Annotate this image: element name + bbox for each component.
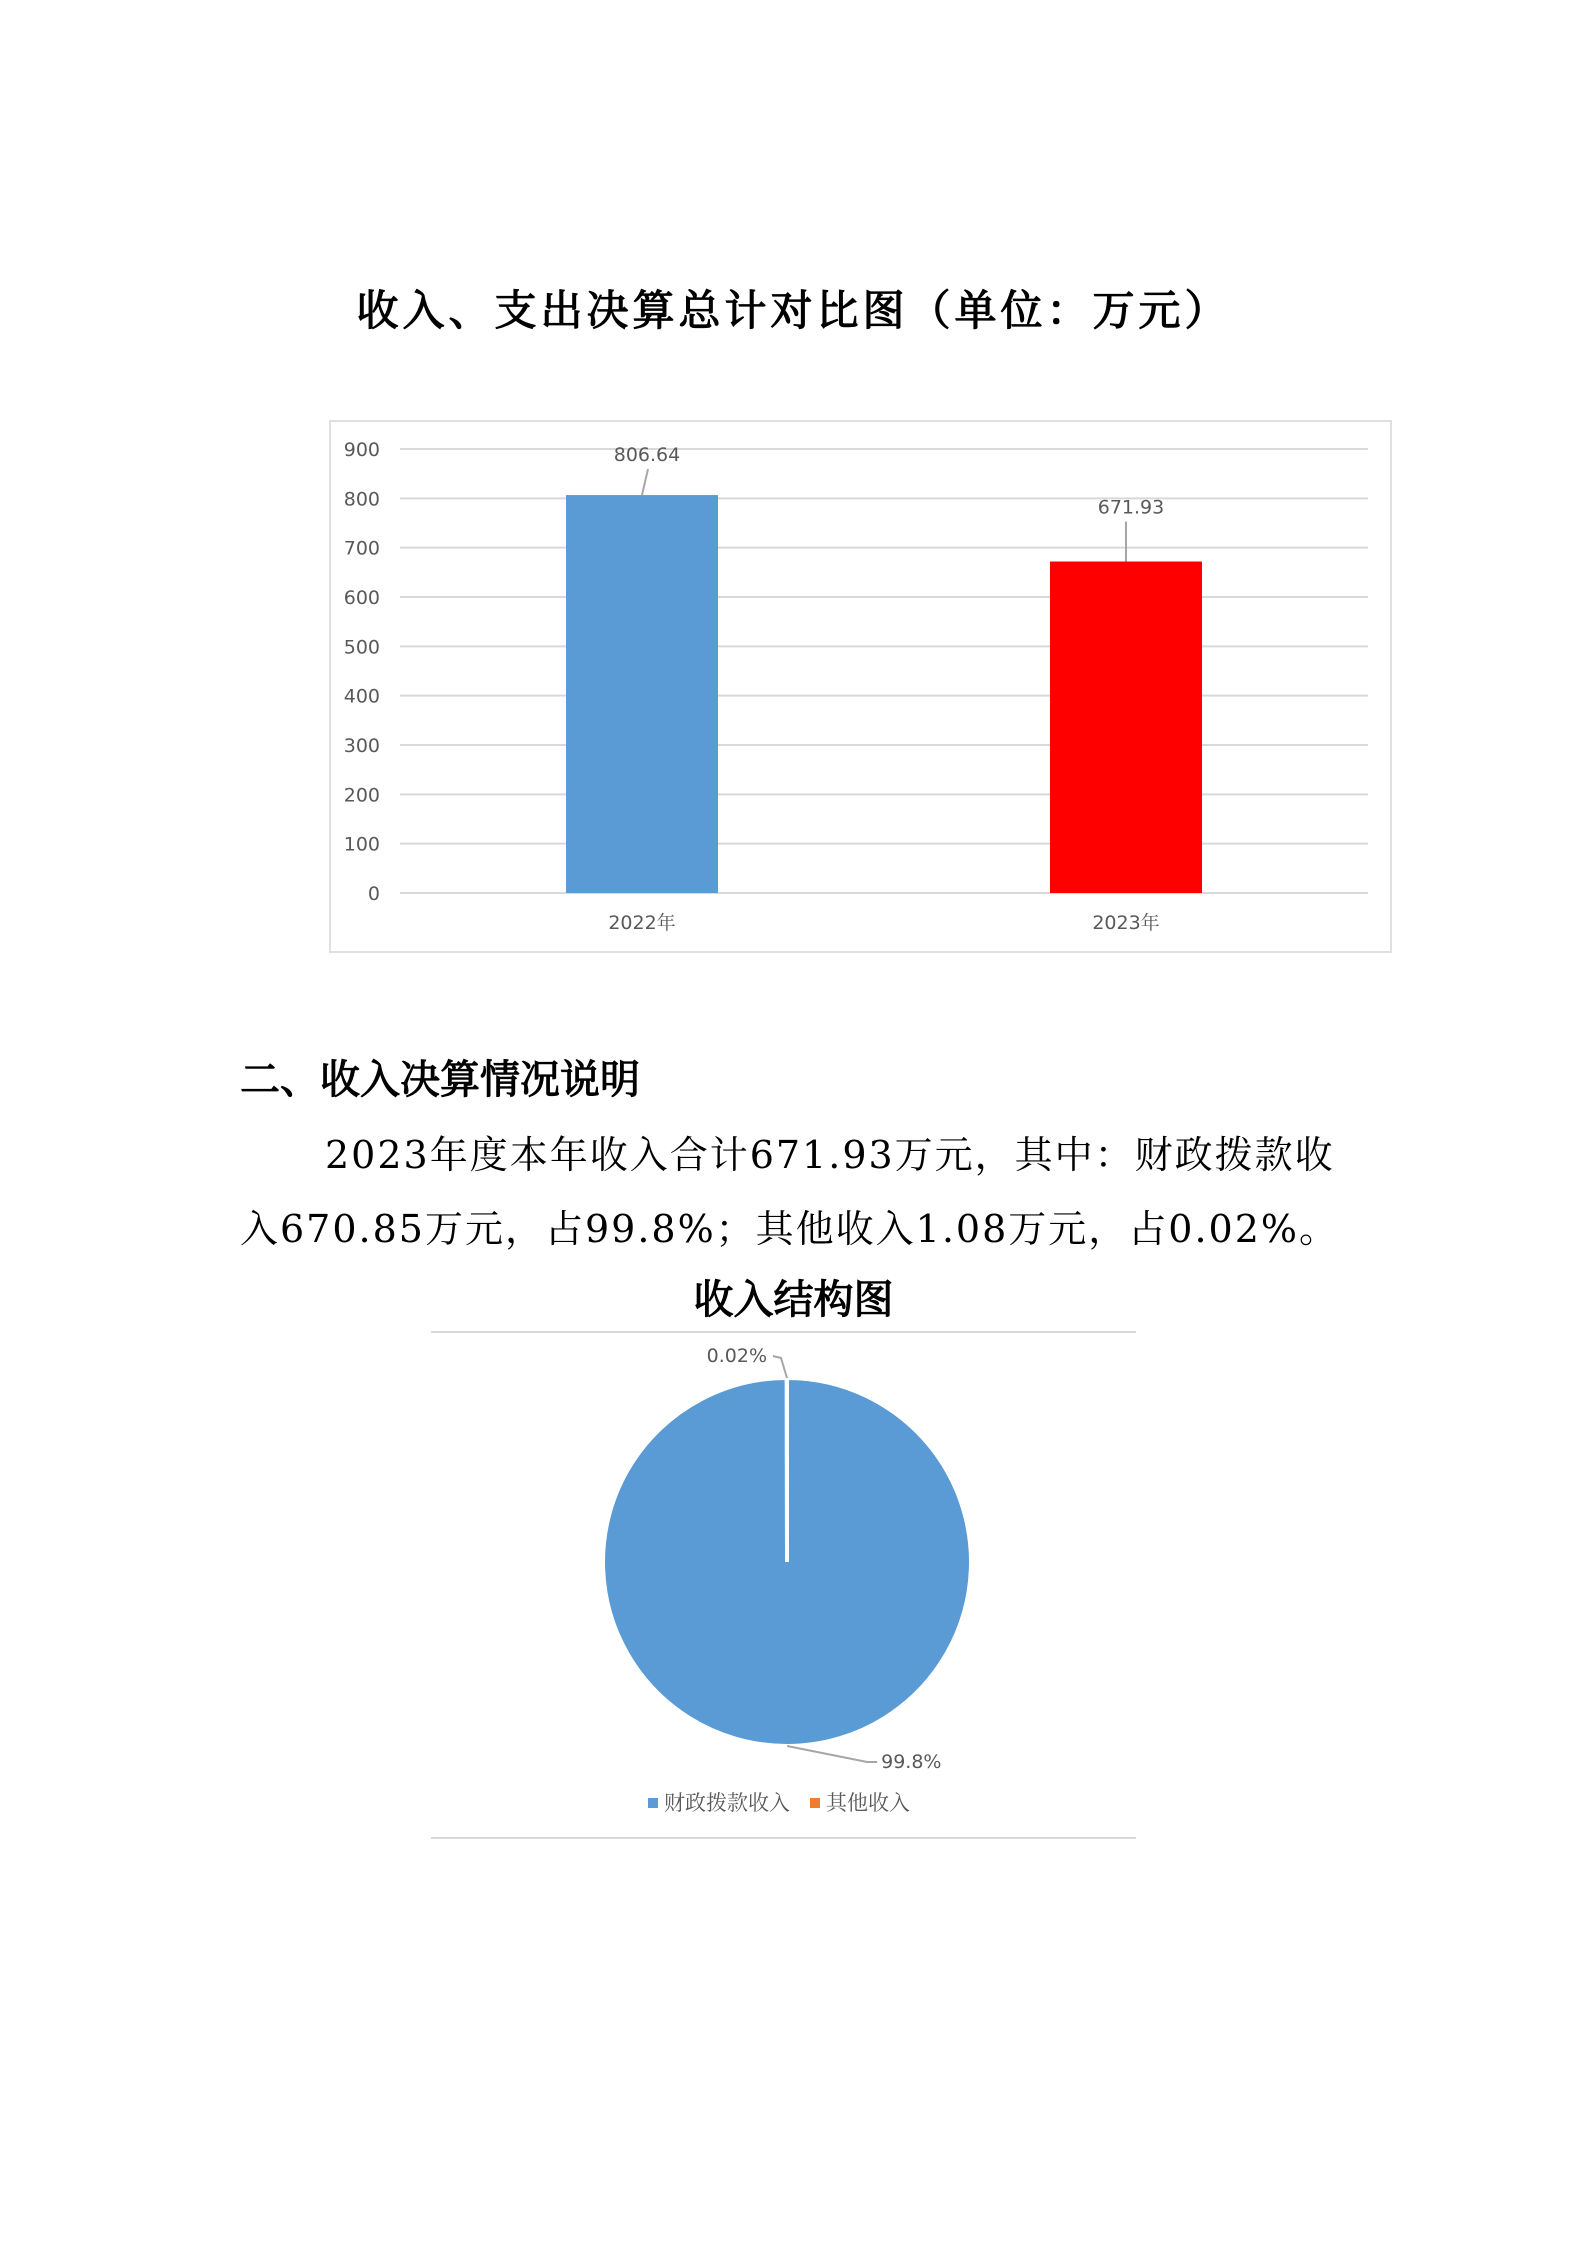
y-tick-label: 400 bbox=[343, 685, 380, 708]
section-heading: 二、收入决算情况说明 bbox=[240, 1057, 640, 1103]
pie-data-label: 0.02% bbox=[706, 1345, 767, 1367]
legend-label: 其他收入 bbox=[826, 1791, 910, 1815]
bar-chart-title: 收入、支出决算总计对比图（单位：万元） bbox=[356, 286, 1231, 335]
x-tick-label: 2022年 bbox=[608, 912, 676, 934]
income-summary-paragraph: 2023年度本年收入合计671.93万元，其中：财政拨款收入670.85万元，占99.8%；其他收入1.08万元，占0.02%。 bbox=[240, 1133, 1340, 1251]
data-label-leader bbox=[642, 469, 648, 495]
pie-label-leader bbox=[773, 1356, 787, 1378]
data-label: 671.93 bbox=[1097, 496, 1165, 519]
bar-2022年 bbox=[566, 495, 718, 893]
legend-label: 财政拨款收入 bbox=[664, 1791, 790, 1815]
data-label: 806.64 bbox=[613, 444, 681, 467]
pie-data-label: 99.8% bbox=[881, 1751, 942, 1773]
y-tick-label: 600 bbox=[343, 587, 380, 609]
chart-frame bbox=[330, 421, 1391, 952]
y-tick-label: 100 bbox=[343, 833, 380, 856]
x-tick-label: 2023年 bbox=[1092, 912, 1160, 934]
pie-label-leader bbox=[787, 1746, 877, 1762]
bar-chart-svg bbox=[328, 419, 1393, 954]
pie-chart-svg bbox=[431, 1330, 1136, 1840]
y-tick-label: 0 bbox=[367, 883, 380, 905]
y-tick-label: 700 bbox=[343, 537, 380, 560]
y-tick-label: 300 bbox=[343, 735, 380, 757]
pie-chart-title: 收入结构图 bbox=[693, 1277, 894, 1323]
y-tick-label: 800 bbox=[343, 488, 380, 511]
legend-swatch bbox=[648, 1798, 658, 1808]
y-tick-label: 200 bbox=[343, 784, 380, 807]
bar-2023年 bbox=[1050, 562, 1202, 893]
legend-swatch bbox=[810, 1798, 820, 1808]
bar-chart bbox=[328, 419, 1393, 954]
y-tick-label: 500 bbox=[343, 636, 380, 659]
pie-chart bbox=[431, 1330, 1136, 1840]
y-tick-label: 900 bbox=[343, 439, 380, 461]
